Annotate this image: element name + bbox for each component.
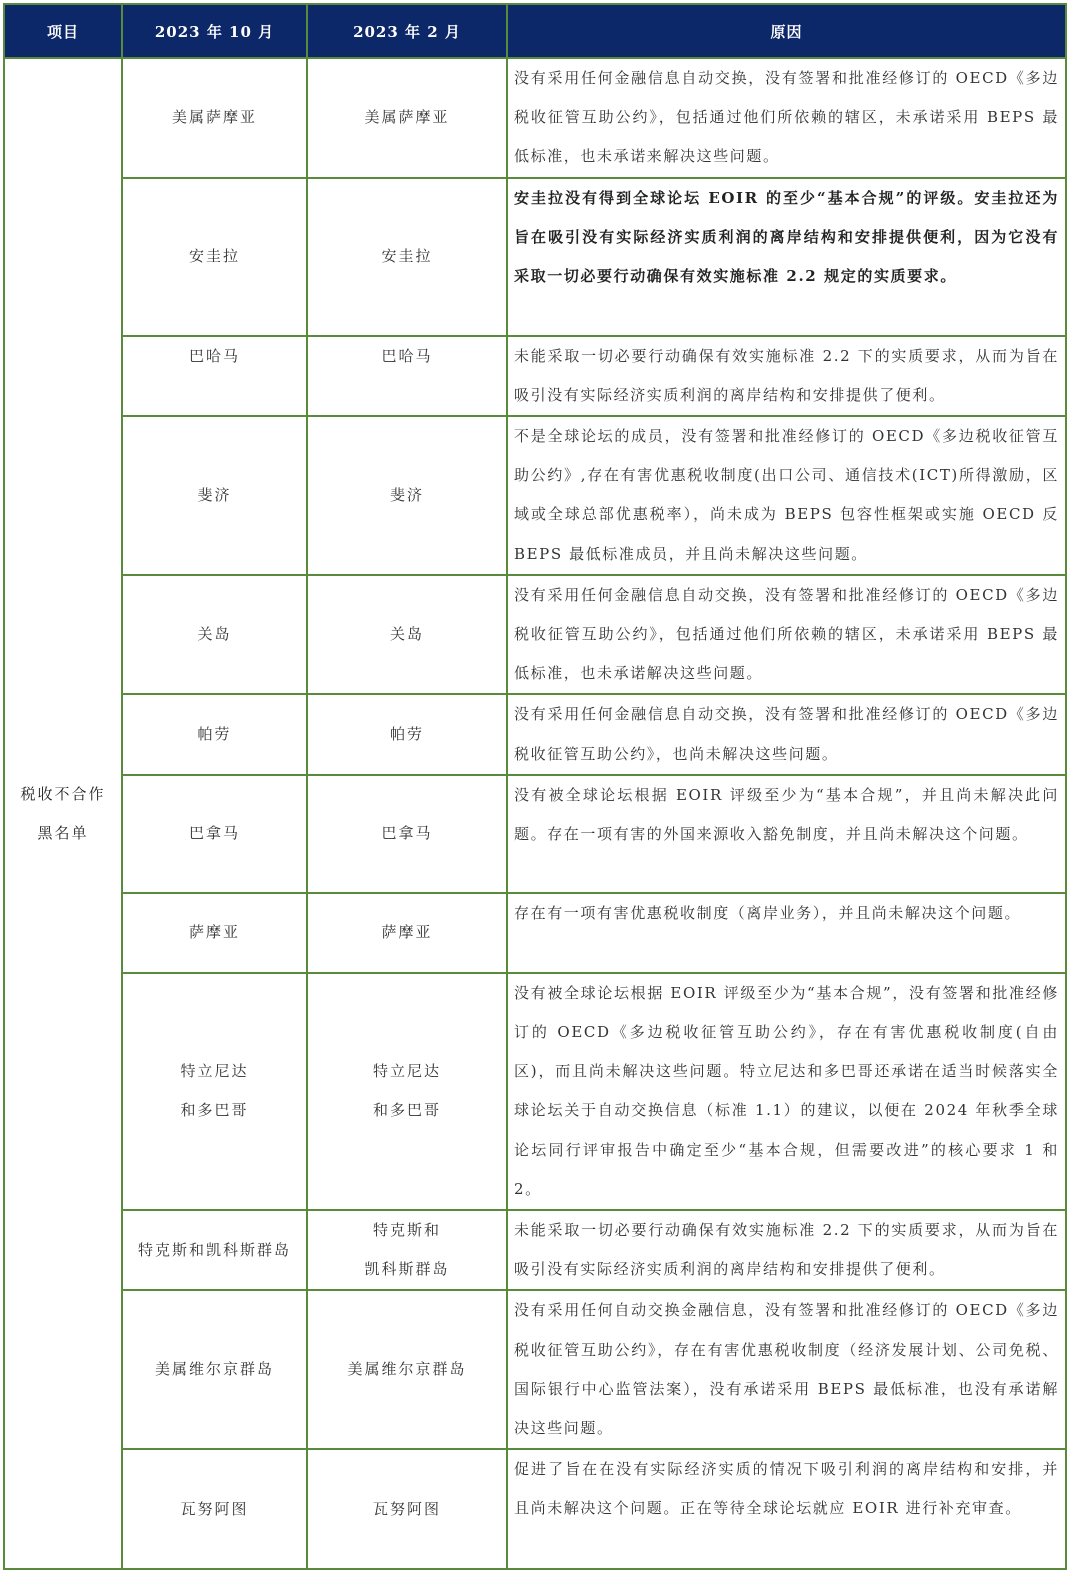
table-row [4, 1210, 1066, 1290]
jurisdiction-feb-cell [307, 1290, 507, 1449]
reason-cell: 安圭拉没有得到全球论坛 EOIR 的至少“基本合规”的评级。安圭拉还为旨在吸引没有实际经济实质利润的离岸结构和安排提供便利，因为它没有采取一切必要行动确保有效实施标准 2.2 规定的实质要求。 [507, 178, 1066, 336]
jurisdiction-oct-cell [122, 893, 307, 973]
reason-cell: 没有采用任何自动交换金融信息，没有签署和批准经修订的 OECD《多边税收征管互助公约》，存在有害优惠税收制度（经济发展计划、公司免税、国际银行中心监管法案），没有承诺采用 BEPS 最低标准，也没有承诺解决这些问题。 [507, 1290, 1066, 1449]
jurisdiction-name: 瓦努阿图 [372, 1499, 441, 1518]
reason-cell: 没有采用任何金融信息自动交换，没有签署和批准经修订的 OECD《多边税收征管互助公约》，包括通过他们所依赖的辖区，未承诺采用 BEPS 最低标准，也未承诺解决这些问题。 [507, 575, 1066, 695]
jurisdiction-feb-cell [307, 1210, 507, 1290]
reason-cell: 没有采用任何金融信息自动交换，没有签署和批准经修订的 OECD《多边税收征管互助公约》，也尚未解决这些问题。 [507, 694, 1066, 774]
jurisdiction-name: 安圭拉 [188, 247, 240, 266]
jurisdiction-oct-cell [122, 775, 307, 893]
table-row [4, 575, 1066, 695]
table-row [4, 416, 1066, 575]
jurisdiction-feb-cell [307, 973, 507, 1210]
jurisdiction-name: 斐济 [389, 485, 424, 504]
table-row [4, 775, 1066, 893]
jurisdiction-oct-cell [122, 1210, 307, 1290]
jurisdiction-feb-cell [307, 178, 507, 336]
jurisdiction-name: 特克斯和凯科斯群岛 [137, 1240, 291, 1259]
jurisdiction-oct-cell [122, 58, 307, 178]
jurisdiction-name: 关岛 [197, 625, 232, 644]
jurisdiction-name: 巴拿马 [381, 824, 433, 843]
tax-blacklist-table [3, 3, 1067, 1570]
jurisdiction-name: 特立尼达 [372, 1062, 441, 1081]
category-cell [4, 58, 122, 1569]
jurisdiction-feb-cell [307, 58, 507, 178]
table-header-row [4, 4, 1066, 58]
jurisdiction-feb-cell [307, 893, 507, 973]
jurisdiction-oct-cell [122, 575, 307, 695]
jurisdiction-name: 特克斯和 [372, 1221, 441, 1240]
reason-cell: 存在有一项有害优惠税收制度（离岸业务），并且尚未解决这个问题。 [507, 893, 1066, 973]
jurisdiction-name: 巴拿马 [188, 824, 240, 843]
header-item: 项目 [4, 4, 122, 58]
reason-cell: 促进了旨在在没有实际经济实质的情况下吸引利润的离岸结构和安排，并且尚未解决这个问题。正在等待全球论坛就应 EOIR 进行补充审查。 [507, 1449, 1066, 1569]
header-reason: 原因 [507, 4, 1066, 58]
table-row [4, 973, 1066, 1210]
jurisdiction-oct-cell [122, 416, 307, 575]
jurisdiction-name: 凯科斯群岛 [364, 1260, 450, 1279]
jurisdiction-feb-cell [307, 1449, 507, 1569]
blacklist-table-container [3, 3, 1065, 1570]
jurisdiction-oct-cell [122, 336, 307, 416]
jurisdiction-name: 萨摩亚 [188, 923, 240, 942]
table-row [4, 1449, 1066, 1569]
table-row [4, 694, 1066, 774]
jurisdiction-name: 美属维尔京群岛 [154, 1360, 274, 1379]
jurisdiction-name: 巴哈马 [381, 346, 433, 365]
table-row [4, 178, 1066, 336]
reason-cell: 没有被全球论坛根据 EOIR 评级至少为“基本合规”，并且尚未解决此问题。存在一项有害的外国来源收入豁免制度，并且尚未解决这个问题。 [507, 775, 1066, 893]
jurisdiction-name: 帕劳 [197, 725, 232, 744]
jurisdiction-name: 美属维尔京群岛 [347, 1360, 467, 1379]
reason-cell: 没有采用任何金融信息自动交换，没有签署和批准经修订的 OECD《多边税收征管互助公约》，包括通过他们所依赖的辖区，未承诺采用 BEPS 最低标准，也未承诺来解决这些问题。 [507, 58, 1066, 178]
jurisdiction-oct-cell [122, 1290, 307, 1449]
table-row [4, 893, 1066, 973]
reason-cell: 未能采取一切必要行动确保有效实施标准 2.2 下的实质要求，从而为旨在吸引没有实际经济实质利润的离岸结构和安排提供了便利。 [507, 336, 1066, 416]
category-label: 税收不合作 [20, 784, 106, 803]
header-october-2023: 2023 年 10 月 [122, 4, 307, 58]
reason-cell: 不是全球论坛的成员，没有签署和批准经修订的 OECD《多边税收征管互助公约》,存在有害优惠税收制度(出口公司、通信技术(ICT)所得激励，区域或全球总部优惠税率），尚未成为 BEPS 包容性框架或实施 OECD 反 BEPS 最低标准成员，并且尚未解决这些问题。 [507, 416, 1066, 575]
jurisdiction-name: 萨摩亚 [381, 923, 433, 942]
jurisdiction-name: 巴哈马 [188, 346, 240, 365]
jurisdiction-name: 瓦努阿图 [180, 1499, 249, 1518]
table-row [4, 58, 1066, 178]
header-february-2023: 2023 年 2 月 [307, 4, 507, 58]
jurisdiction-name: 和多巴哥 [372, 1101, 441, 1120]
table-row [4, 336, 1066, 416]
jurisdiction-name: 安圭拉 [381, 247, 433, 266]
jurisdiction-feb-cell [307, 416, 507, 575]
jurisdiction-name: 关岛 [389, 625, 424, 644]
jurisdiction-oct-cell [122, 973, 307, 1210]
jurisdiction-feb-cell [307, 336, 507, 416]
jurisdiction-name: 斐济 [197, 485, 232, 504]
jurisdiction-name: 帕劳 [389, 725, 424, 744]
jurisdiction-oct-cell [122, 1449, 307, 1569]
jurisdiction-name: 和多巴哥 [180, 1101, 249, 1120]
jurisdiction-feb-cell [307, 575, 507, 695]
table-row [4, 1290, 1066, 1449]
table-body [4, 58, 1066, 1569]
jurisdiction-oct-cell [122, 178, 307, 336]
jurisdiction-feb-cell [307, 775, 507, 893]
jurisdiction-name: 美属萨摩亚 [171, 108, 257, 127]
category-label: 黑名单 [37, 823, 89, 842]
jurisdiction-feb-cell [307, 694, 507, 774]
jurisdiction-oct-cell [122, 694, 307, 774]
reason-cell: 没有被全球论坛根据 EOIR 评级至少为“基本合规”，没有签署和批准经修订的 OECD《多边税收征管互助公约》，存在有害优惠税收制度(自由区)，而且尚未解决这些问题。特立尼达和多巴哥还承诺在适当时候落实全球论坛关于自动交换信息（标准 1.1）的建议，以便在 2024 年秋季全球论坛同行评审报告中确定至少“基本合规，但需要改进”的核心要求 1 和 2。 [507, 973, 1066, 1210]
reason-cell: 未能采取一切必要行动确保有效实施标准 2.2 下的实质要求，从而为旨在吸引没有实际经济实质利润的离岸结构和安排提供了便利。 [507, 1210, 1066, 1290]
jurisdiction-name: 美属萨摩亚 [364, 108, 450, 127]
jurisdiction-name: 特立尼达 [180, 1062, 249, 1081]
